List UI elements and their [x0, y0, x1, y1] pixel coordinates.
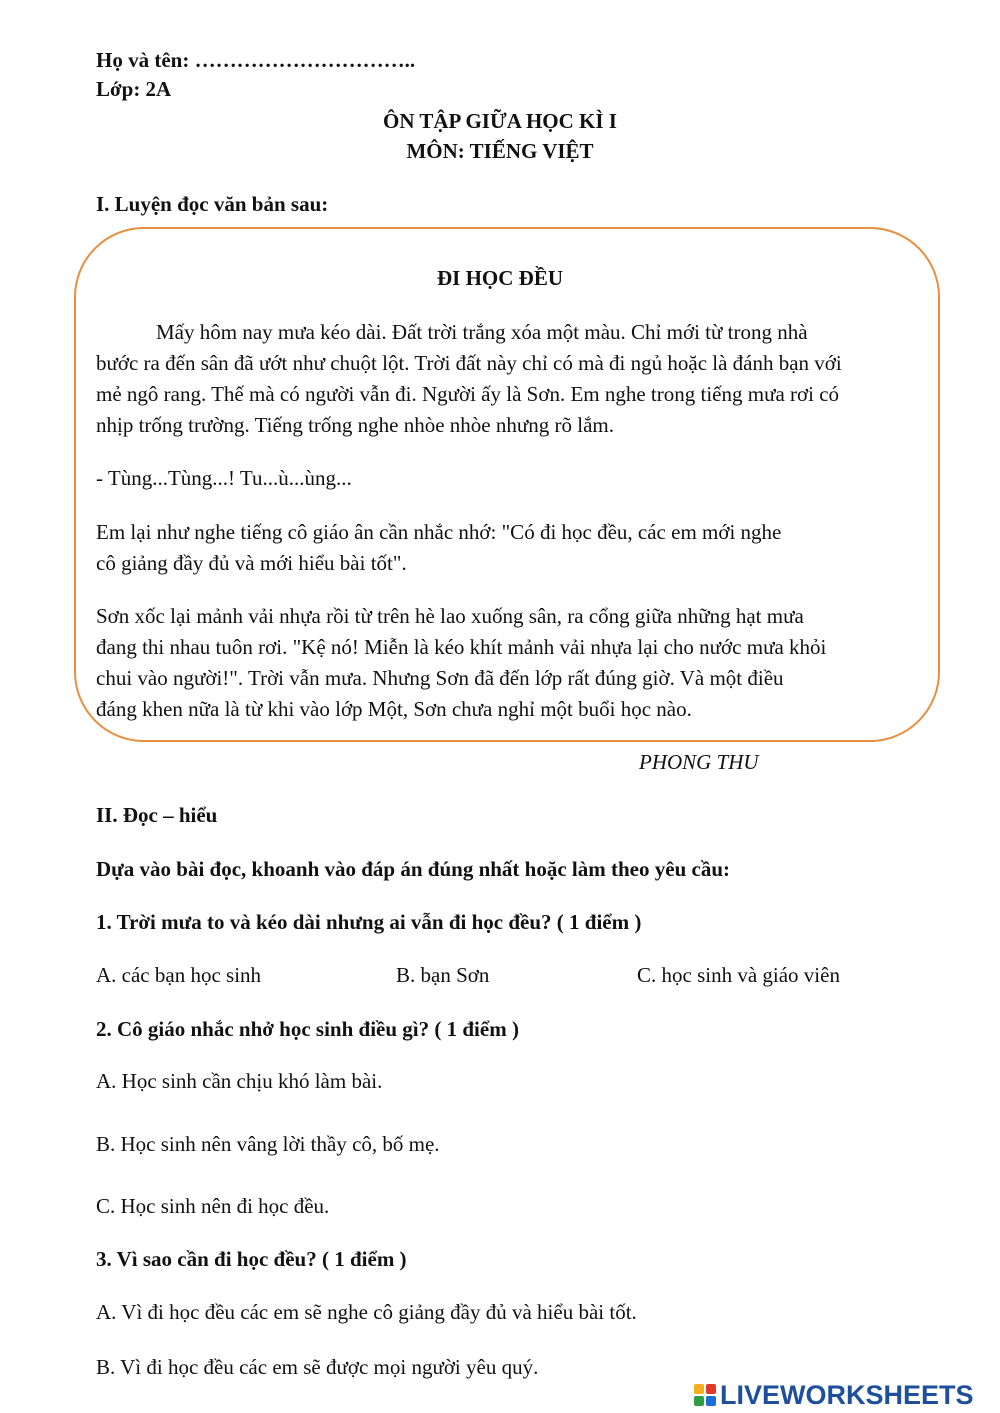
- question-2: 2. Cô giáo nhắc nhở học sinh điều gì? ( 1 điểm ): [96, 1017, 519, 1041]
- question-3: 3. Vì sao cần đi học đều? ( 1 điểm ): [96, 1247, 407, 1271]
- instruction: Dựa vào bài đọc, khoanh vào đáp án đúng nhất hoặc làm theo yêu cầu:: [96, 857, 730, 881]
- liveworksheets-logo: [694, 1378, 974, 1412]
- q2-option-a[interactable]: A. Học sinh cần chịu khó làm bài.: [96, 1069, 383, 1093]
- section-1-heading: I. Luyện đọc văn bản sau:: [96, 192, 329, 216]
- liveworksheets-mark-icon: [694, 1384, 716, 1406]
- question-1: 1. Trời mưa to và kéo dài nhưng ai vẫn đi học đều? ( 1 điểm ): [96, 910, 642, 934]
- passage-line: bước ra đến sân đã ướt như chuột lột. Trời đất này chỉ có mà đi ngủ hoặc là đánh bạn với: [96, 351, 842, 375]
- q3-option-b[interactable]: B. Vì đi học đều các em sẽ được mọi người yêu quý.: [96, 1355, 539, 1379]
- passage-line: đáng khen nữa là từ khi vào lớp Một, Sơn chưa nghỉ một buổi học nào.: [96, 697, 692, 721]
- name-line: Họ và tên: …………………………..: [96, 48, 416, 72]
- passage-line: đang thi nhau tuôn rơi. "Kệ nó! Miễn là kéo khít mảnh vải nhựa lại cho nước mưa khỏi: [96, 635, 827, 659]
- passage-line: chui vào người!". Trời vẫn mưa. Nhưng Sơn đã đến lớp rất đúng giờ. Và một điều: [96, 666, 784, 690]
- passage-line: - Tùng...Tùng...! Tu...ù...ùng...: [96, 466, 352, 490]
- page-title: ÔN TẬP GIỮA HỌC KÌ I: [383, 109, 617, 133]
- q2-option-b[interactable]: B. Học sinh nên vâng lời thầy cô, bố mẹ.: [96, 1132, 440, 1156]
- class-line: Lớp: 2A: [96, 77, 172, 101]
- liveworksheets-text: LIVEWORKSHEETS: [720, 1379, 974, 1410]
- passage-line: Mấy hôm nay mưa kéo dài. Đất trời trắng xóa một màu. Chỉ mới từ trong nhà: [156, 320, 808, 344]
- passage-line: Sơn xốc lại mảnh vải nhựa rồi từ trên hè lao xuống sân, ra cổng giữa những hạt mưa: [96, 604, 804, 628]
- subject-title: MÔN: TIẾNG VIỆT: [406, 139, 594, 163]
- author: PHONG THU: [639, 750, 759, 774]
- q2-option-c[interactable]: C. Học sinh nên đi học đều.: [96, 1194, 330, 1218]
- q1-option-b[interactable]: B. bạn Sơn: [396, 963, 490, 987]
- passage-line: cô giảng đầy đủ và mới hiểu bài tốt".: [96, 551, 407, 575]
- section-2-heading: II. Đọc – hiểu: [96, 803, 218, 827]
- passage-line: Em lại như nghe tiếng cô giáo ân cần nhắc nhớ: "Có đi học đều, các em mới nghe: [96, 520, 782, 544]
- q3-option-a[interactable]: A. Vì đi học đều các em sẽ nghe cô giảng đầy đủ và hiểu bài tốt.: [96, 1300, 637, 1324]
- q1-option-a[interactable]: A. các bạn học sinh: [96, 963, 262, 987]
- passage-line: nhịp trống trường. Tiếng trống nghe nhòe nhòe nhưng rõ lắm.: [96, 413, 614, 437]
- story-title: ĐI HỌC ĐỀU: [436, 266, 563, 290]
- q1-option-c[interactable]: C. học sinh và giáo viên: [637, 963, 840, 987]
- passage-line: mẻ ngô rang. Thế mà có người vẫn đi. Người ấy là Sơn. Em nghe trong tiếng mưa rơi có: [96, 382, 840, 406]
